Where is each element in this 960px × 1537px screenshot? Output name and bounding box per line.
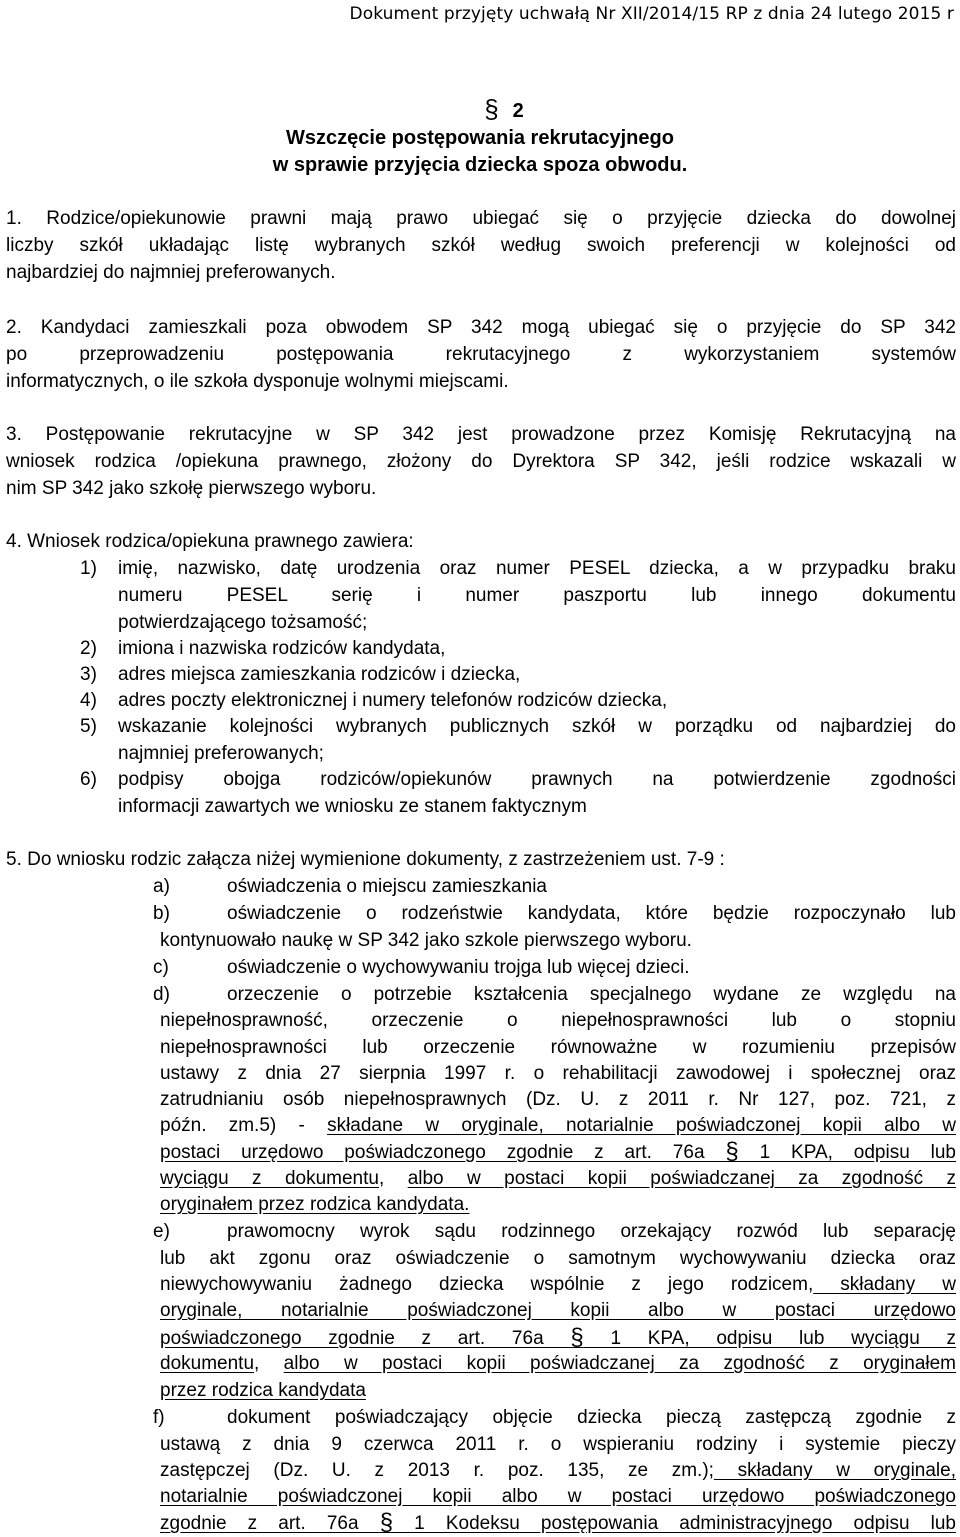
list-item-text: adres poczty elektronicznej i numery telefonów rodziców dziecka, — [118, 690, 668, 711]
attachment-d-line: wyciągu z dokumentu, albo w postaci kopii poświadczanej za zgodność z — [160, 1168, 957, 1189]
paragraph-3-line: nim SP 342 jako szkołę pierwszego wyboru. — [6, 478, 377, 499]
list-item-text: numeru PESEL serię i numer paszportu lub innego dokumentu — [118, 585, 956, 606]
paragraph-1-line: 1. Rodzice/opiekunowie prawni mają prawo ubiegać się o przyjęcie dziecka do dowolnej — [6, 208, 956, 229]
attachment-b: b) oświadczenie o rodzeństwie kandydata, które będzie rozpoczynało lub — [153, 903, 956, 924]
paragraph-1-line: najbardziej do najmniej preferowanych. — [6, 262, 336, 283]
attachment-d: d) orzeczenie o potrzebie kształcenia specjalnego wydane ze względu na — [153, 984, 956, 1005]
section-title-line-1: Wszczęcie postępowania rekrutacyjnego — [286, 127, 674, 149]
list-item-number: 1) — [80, 558, 97, 579]
attachment-f-line: zastępczej (Dz. U. z 2013 r. poz. 135, ze zm.); składany w oryginale, — [160, 1460, 956, 1481]
list-item-text: potwierdzającego tożsamość; — [118, 612, 368, 633]
attachment-e-line: oryginale, notarialnie poświadczonej kopii albo w postaci urzędowo — [160, 1300, 956, 1321]
attachment-d-line: późn. zm.5) - składane w oryginale, notarialnie poświadczonej kopii albo w — [160, 1115, 956, 1136]
paragraph-3-line: wniosek rodzica /opiekuna prawnego, złożony do Dyrektora SP 342, jeśli rodzice wskazali w — [6, 451, 956, 472]
attachment-e-line: niewychowywaniu żadnego dziecka wspólnie z jego rodzicem, składany w — [160, 1274, 956, 1295]
list-item-number: 2) — [80, 638, 97, 659]
list-item-text: imiona i nazwiska rodziców kandydata, — [118, 638, 446, 659]
attachment-f-line: ustawą z dnia 9 czerwca 2011 r. o wspieraniu rodziny i systemie pieczy — [160, 1434, 956, 1455]
list-item-number: 4) — [80, 690, 97, 711]
attachment-d-line: postaci urzędowo poświadczonego zgodnie z art. 76a § 1 KPA, odpisu lub — [160, 1138, 956, 1165]
list-item-text: imię, nazwisko, datę urodzenia oraz numer PESEL dziecka, a w przypadku braku — [118, 558, 956, 579]
attachment-e-line: dokumentu, albo w postaci kopii poświadczanej za zgodność z oryginałem — [160, 1353, 956, 1374]
attachment-b-cont: kontynuowało naukę w SP 342 jako szkole pierwszego wyboru. — [160, 930, 692, 951]
list-item-number: 6) — [80, 769, 97, 790]
paragraph-2-line: informatycznych, o ile szkoła dysponuje wolnymi miejscami. — [6, 371, 509, 392]
attachment-f-line: notarialnie poświadczonej kopii albo w postaci urzędowo poświadczonego — [160, 1486, 956, 1507]
list-item-number: 5) — [80, 716, 97, 737]
attachment-e-line: poświadczonego zgodnie z art. 76a § 1 KPA, odpisu lub wyciągu z — [160, 1324, 956, 1351]
attachment-f: f) dokument poświadczający objęcie dziecka pieczą zastępczą zgodnie z — [153, 1407, 956, 1428]
list-item-text: wskazanie kolejności wybranych publicznych szkół w porządku od najbardziej do — [118, 716, 956, 737]
attachment-d-line: niepełnosprawności lub orzeczenie równoważne w rozumieniu przepisów — [160, 1037, 956, 1058]
list-item-number: 3) — [80, 664, 97, 685]
attachment-d-line: zatrudnianiu osób niepełnosprawnych (Dz. U. z 2011 r. Nr 127, poz. 721, z — [160, 1089, 956, 1110]
attachment-c: c) oświadczenie o wychowywaniu trojga lub więcej dzieci. — [153, 957, 690, 978]
attachment-f-line: zgodnie z art. 76a § 1 Kodeksu postępowania administracyjnego odpisu lub — [160, 1509, 956, 1536]
attachment-d-line: niepełnosprawność, orzeczenie o niepełnosprawności lub o stopniu — [160, 1010, 956, 1031]
attachment-d-line: oryginałem przez rodzica kandydata. — [160, 1194, 470, 1215]
section-title-line-2: w sprawie przyjęcia dziecka spoza obwodu. — [272, 154, 688, 176]
list-item-text: najmniej preferowanych; — [118, 743, 324, 764]
list-item-text: informacji zawartych we wniosku ze stanem faktycznym — [118, 796, 587, 817]
paragraph-3-line: 3. Postępowanie rekrutacyjne w SP 342 jest prowadzone przez Komisję Rekrutacyjną na — [6, 424, 956, 445]
paragraph-5-intro: 5. Do wniosku rodzic załącza niżej wymienione dokumenty, z zastrzeżeniem ust. 7-9 : — [6, 849, 725, 870]
attachment-a: a) oświadczenia o miejscu zamieszkania — [153, 876, 547, 897]
paragraph-2-line: 2. Kandydaci zamieszkali poza obwodem SP 342 mogą ubiegać się o przyjęcie do SP 342 — [6, 317, 956, 338]
attachment-d-line: ustawy z dnia 27 sierpnia 1997 r. o rehabilitacji zawodowej i społecznej oraz — [160, 1063, 956, 1084]
list-item-text: podpisy obojga rodziców/opiekunów prawnych na potwierdzenie zgodności — [118, 769, 956, 790]
attachment-e: e) prawomocny wyrok sądu rodzinnego orzekający rozwód lub separację — [153, 1221, 956, 1242]
paragraph-1-line: liczby szkół układając listę wybranych szkół według swoich preferencji w kolejności od — [6, 235, 956, 256]
paragraph-4-intro: 4. Wniosek rodzica/opiekuna prawnego zawiera: — [6, 531, 414, 552]
list-item-text: adres miejsca zamieszkania rodziców i dziecka, — [118, 664, 521, 685]
section-number: § 2 — [484, 94, 524, 124]
attachment-e-line: lub akt zgonu oraz oświadczenie o samotnym wychowywaniu dziecka oraz — [160, 1248, 956, 1269]
paragraph-2-line: po przeprowadzeniu postępowania rekrutacyjnego z wykorzystaniem systemów — [6, 344, 956, 365]
attachment-e-line: przez rodzica kandydata — [160, 1380, 366, 1401]
page-header: Dokument przyjęty uchwałą Nr XII/2014/15 RP z dnia 24 lutego 2015 r — [349, 4, 954, 24]
section-symbol: § — [484, 94, 499, 124]
